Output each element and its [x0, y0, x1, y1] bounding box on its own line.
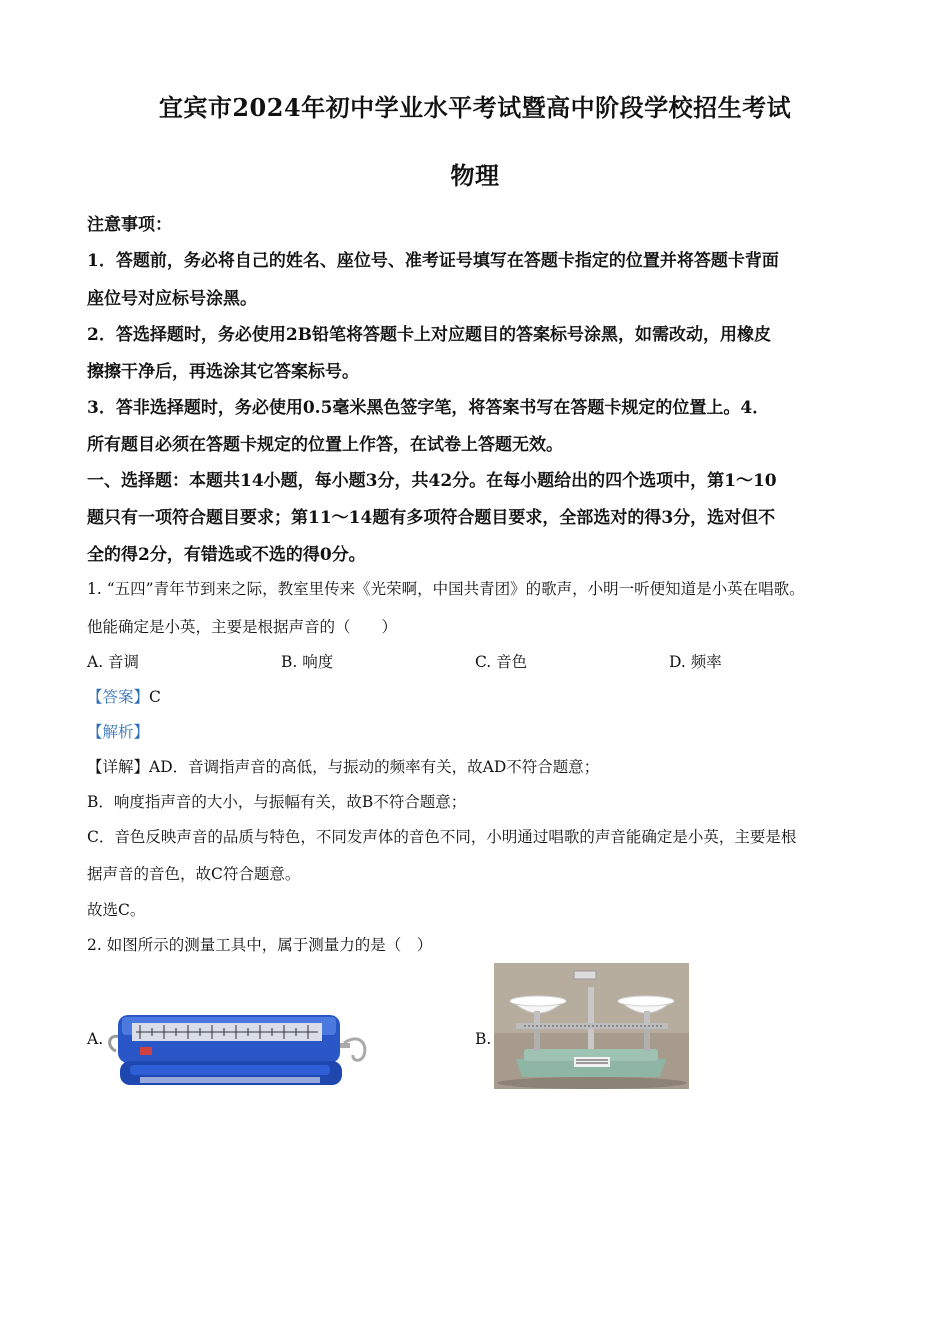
detail-line-c-1: C．音色反映声音的品质与特色，不同发声体的音色不同，小明通过唱歌的声音能确定是小英，主要是根	[87, 828, 797, 846]
analysis-tag: 【解析】	[87, 723, 150, 741]
notice-heading: 注意事项：	[87, 215, 172, 235]
notice-item-3-line-2: 所有题目必须在答题卡规定的位置上作答，在试卷上答题无效。	[87, 435, 563, 455]
q2-stem: 2. 如图所示的测量工具中，属于测量力的是（ ）	[87, 936, 433, 954]
exam-title: 宜宾市2024年初中学业水平考试暨高中阶段学校招生考试	[158, 93, 792, 122]
q2-option-b-label: B.	[475, 1030, 492, 1048]
answer-value: C	[149, 688, 161, 706]
section-1-line-2: 题只有一项符合题目要求；第11～14题有多项符合题目要求，全部选对的得3分，选对但不	[87, 508, 776, 528]
q1-stem-line-1: 1. “五四”青年节到来之际，教室里传来《光荣啊，中国共青团》的歌声，小明一听便知道是小英在唱歌。	[87, 580, 805, 598]
notice-item-2-line-2: 擦擦干净后，再选涂其它答案标号。	[87, 362, 359, 382]
balance-scale-illustration	[494, 963, 689, 1089]
answer-tag: 【答案】	[87, 688, 150, 706]
q1-option-b: B. 响度	[281, 653, 334, 671]
q1-option-c: C. 音色	[475, 653, 528, 671]
q1-option-a: A. 音调	[87, 653, 140, 671]
detail-line-b: B．响度指声音的大小，与振幅有关，故B不符合题意；	[87, 793, 467, 811]
detail-tag: 【详解】	[87, 758, 150, 776]
notice-item-1-line-2: 座位号对应标号涂黑。	[87, 289, 257, 309]
section-1-line-1: 一、选择题：本题共14小题，每小题3分，共42分。在每小题给出的四个选项中，第1～10	[87, 471, 777, 491]
balance-scale-image	[494, 963, 689, 1089]
q1-answer-line	[87, 685, 877, 707]
spring-scale-image	[106, 1003, 374, 1093]
spring-scale-illustration	[106, 1003, 374, 1093]
detail-line-a	[87, 755, 877, 777]
detail-a-text: AD．音调指声音的高低，与振动的频率有关，故AD不符合题意；	[149, 758, 600, 776]
q1-stem-line-2: 他能确定是小英，主要是根据声音的（ ）	[87, 618, 398, 636]
notice-item-3-line-1: 3．答非选择题时，务必使用0.5毫米黑色签字笔，将答案书写在答题卡规定的位置上。4．	[87, 398, 770, 418]
conclusion-line: 故选C。	[87, 901, 146, 919]
q1-option-d: D. 频率	[669, 653, 722, 671]
notice-item-1-line-1: 1．答题前，务必将自己的姓名、座位号、准考证号填写在答题卡指定的位置并将答题卡背面	[87, 251, 779, 271]
section-1-line-3: 全的得2分，有错选或不选的得0分。	[87, 545, 366, 565]
notice-item-2-line-1: 2．答选择题时，务必使用2B铅笔将答题卡上对应题目的答案标号涂黑，如需改动，用橡皮	[87, 325, 772, 345]
detail-line-c-2: 据声音的音色，故C符合题意。	[87, 865, 301, 883]
subject-title: 物理	[450, 161, 500, 190]
q2-option-a-label: A.	[87, 1030, 104, 1048]
